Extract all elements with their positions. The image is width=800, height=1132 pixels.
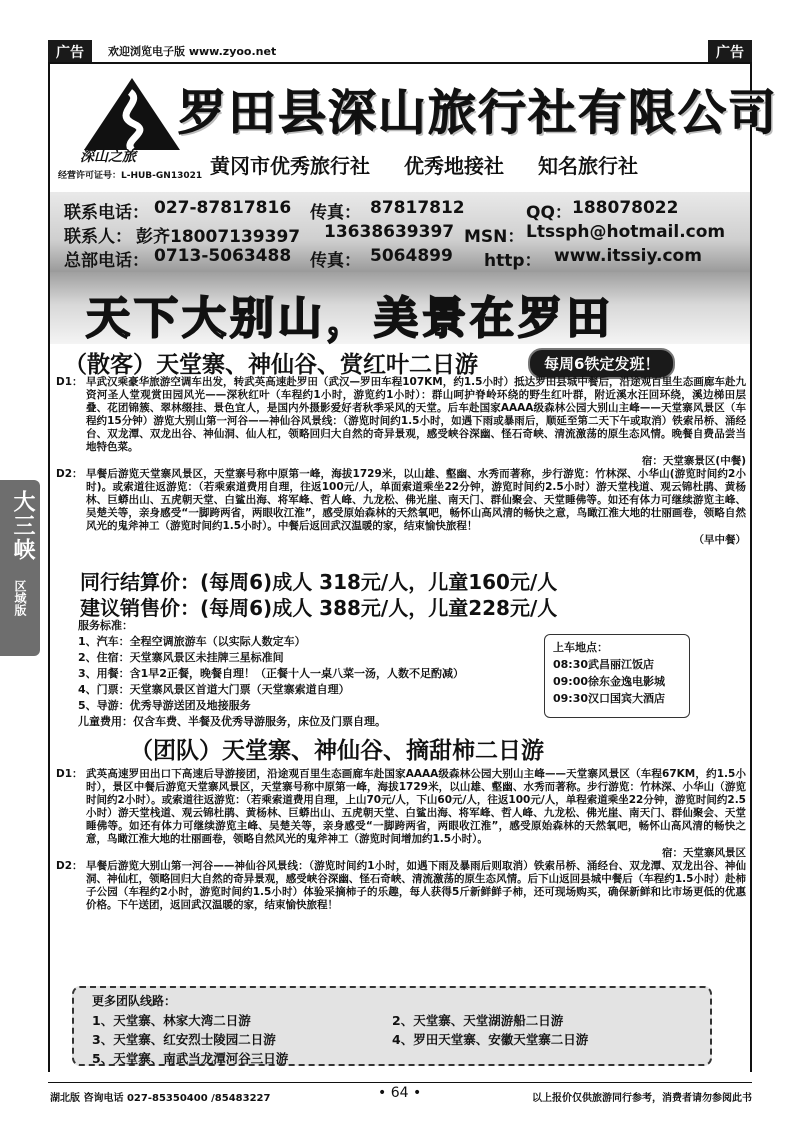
license-number: 经营许可证号：L-HUB-GN13021 [58,171,203,181]
retail-price [80,592,557,621]
boarding-point: 09:00徐东金逸电影城 [553,675,666,688]
day-label: D1： [56,376,83,388]
service-item: 2、住宿：天堂寨风景区未挂牌三星标准间 [78,651,284,664]
service-item: 3、用餐：含1早2正餐，晚餐自理！（正餐十人一桌八菜一汤，人数不足酌减） [78,667,464,680]
person: 彭齐18007139397 [136,227,301,247]
hq-fax-label: 传真： [310,251,361,271]
trade-price-label: 同行结算价： [80,570,200,594]
boarding-point: 09:30汉口国宾大酒店 [553,692,666,705]
boarding-point: 08:30武昌丽江饭店 [553,658,655,671]
service-standards [78,618,464,730]
service-item: 4、门票：天堂寨风景区首道大门票（天堂寨索道自理） [78,683,350,696]
fax: 87817812 [370,198,465,218]
hq-label: 总部电话： [64,251,149,271]
child-fee: 儿童费用：仅含车费、半餐及优秀导游服务，床位及门票自理。 [78,715,386,728]
slogan-1: 黄冈市优秀旅行社 [210,154,370,178]
contact-block [48,192,752,272]
retail-price-value: (每周6)成人 388元/人，儿童228元/人 [200,596,558,620]
region-side-tab [0,480,40,656]
boarding-title: 上车地点： [553,641,608,654]
services-title: 服务标准： [78,619,133,632]
website: www.itssiy.com [554,246,702,266]
logo-text: 深山之旅 [80,149,136,165]
qq-label: QQ： [526,203,572,223]
tour2-day1-note: 宿：天堂寨风景区 [662,847,746,859]
route-item: 5、天堂寨、南武当龙潭河谷三日游 [92,1051,289,1066]
side-tab-subtitle: 区域版 [13,580,27,616]
route-item: 2、天堂寨、天堂湖游船二日游 [392,1013,564,1028]
http-label: http： [484,251,542,271]
day-text: 早武汉乘豪华旅游空调车出发，转武英高速赴罗田（武汉—罗田车程107KM，约1.5小时）抵达罗田县城中餐后，沿途观百里生态画廊车赴九资河圣人堂观赏田园风光——深秋红叶（车程约1小时，游览约1小时）：群山呵护脊岭环绕的野生红叶群，附近溪水汪回环绕，溪边梯田层叠、花团锦簇、翠林缀挂、景色宜人，是国内外摄影爱好者秋季采风的天堂。后车赴国家AAAA级森林公园大别山主峰——天堂寨风景区（车程约15分钟）游览大别山第一河谷——神仙谷风景线：（游览时间约1.5小时，如遇下雨或暴雨后，顺延至第二天下午或取消）铁索吊桥、涌经台、双龙潭、双龙出谷、神仙洞、仙人杠，领略回归大自然的奇异景观，感受峡谷深幽、怪石奇峡、清流激荡的原生态风情。晚餐自费品尝当地特色菜。 [86,376,746,453]
mobile: 13638639397 [324,222,455,242]
day-text: 武英高速罗田出口下高速后导游接团，沿途观百里生态画廊车赴国家AAAA级森林公园大别山主峰——天堂寨风景区（车程67KM，约1.5小时），景区中餐后游览天堂寨风景区，天堂寨号称中原第一峰，海拔1729米，以山雄、壑幽、水秀而著称。步行游览：竹林深、小华山（游览时间约2小时）。或索道往返游览：（若乘索道费用自理，上山70元/人，下山60元/人，往返100元/人，单程索道乘坐22分钟，游览时间约2.5小时）游天堂栈道、观云锦杜鹃、黄杨林、巨蟒出山、五虎朝天堂、白鲨出海、将军峰、哲人峰、九龙松、佛光崖、南天门、群仙聚会、天堂睡佛等。如还有体力可继续游览主峰、吴楚关等，亲身感受“一脚跨两省，两眼收江淮”，感受原始森林的天然氧吧，畅怀山高风清的畅快之意，鸟瞰江淮大地的壮丽画卷，领略自然风光的鬼斧神工（游览时间增加约1.5小时）。 [86,768,746,845]
hq-fax: 5064899 [370,246,453,266]
slogans [210,150,638,179]
slogan-2: 优秀地接社 [404,154,504,178]
tour2-day2 [56,860,746,912]
tour1-day1-note: 宿：天堂寨景区(中餐) [641,455,746,467]
qq: 188078022 [572,198,679,218]
tour1-day2-note: （早中餐） [693,534,746,546]
weekly-badge: 每周6铁定发班！ [528,348,675,379]
mountain-logo-icon [82,74,182,154]
day-label: D2： [56,468,83,480]
service-item: 5、导游：优秀导游送团及地接服务 [78,699,251,712]
routes-list [92,1011,692,1067]
page-number: • 64 • [378,1085,422,1101]
tour2-title: （团队）天堂寨、神仙谷、摘甜柿二日游 [130,738,544,764]
hq-phone: 0713-5063488 [154,246,292,266]
side-tab-title: 大三峡 [10,490,36,562]
route-item: 4、罗田天堂寨、安徽天堂寨二日游 [392,1032,589,1047]
banner [48,272,752,344]
ad-tag-right: 广告 [708,40,752,64]
fax-label: 传真： [310,203,361,223]
msn-label: MSN： [464,227,525,247]
footer [48,1082,752,1106]
header [48,62,779,192]
tour2-day1 [56,768,746,846]
day-text: 早餐后游览天堂寨风景区，天堂寨号称中原第一峰，海拔1729米，以山雄、壑幽、水秀而著称，步行游览：竹林深、小华山(游览时间约2小时)。或索道往返游览：（若乘索道费用自理，往返100元/人，单面索道乘坐22分钟，游览时间约2.5小时）游天堂栈道、观云锦杜鹃、黄杨林、巨蟒出山、五虎朝天堂、白鲨出海、将军峰、哲人峰、九龙松、佛光崖、南天门、群仙聚会、天堂睡佛等。如还有体力可继续游览主峰、吴楚关等，亲身感受“一脚跨两省，两眼收江淮”，感受原始森林的天然氧吧，畅怀山高风清的畅快之意，鸟瞰江淮大地的壮丽画卷，领略自然风光的鬼斧神工（游览时间约1.5小时）。中餐后返回武汉温暖的家，结束愉快旅程！ [86,468,746,532]
trade-price-value: (每周6)成人 318元/人，儿童160元/人 [200,570,558,594]
site-line: 欢迎浏览电子版 www.zyoo.net [108,45,277,58]
msn: Ltssph@hotmail.com [526,222,726,242]
tour1-day2 [56,468,746,533]
footer-contact: 湖北版 咨询电话 027-85350400 /85483227 [50,1093,271,1104]
route-item: 3、天堂寨、红安烈士陵园二日游 [92,1032,276,1047]
day-label: D1： [56,768,83,780]
phone-label: 联系电话： [64,203,149,223]
tour2-itinerary [56,768,746,913]
tour1-day1 [56,376,746,454]
footer-disclaimer: 以上报价仅供旅游同行参考，消费者请勿参阅此书 [532,1093,752,1104]
slogan-3: 知名旅行社 [538,154,638,178]
retail-price-label: 建议销售价： [80,596,200,620]
day-label: D2： [56,860,83,872]
more-routes-title: 更多团队线路： [92,994,177,1008]
tour1-title: （散客）天堂寨、神仙谷、赏红叶二日游 [64,352,478,378]
boarding-box [544,634,690,718]
company-name: 罗田县深山旅行社有限公司 [178,85,779,141]
person-label: 联系人： [64,227,132,247]
trade-price [80,566,557,595]
ad-tag-left: 广告 [48,40,92,64]
main-content [48,344,752,1072]
route-item: 1、天堂寨、林家大湾二日游 [92,1013,251,1028]
more-routes-box [72,986,712,1066]
phone: 027-87817816 [154,198,292,218]
banner-title: 天下大别山，美景在罗田 [86,293,614,344]
day-text: 早餐后游览大别山第一河谷——神仙谷风景线：（游览时间约1小时，如遇下雨及暴雨后则取消）铁索吊桥、涌经台、双龙潭、双龙出谷、神仙洞、神仙杠，领略回归大自然的奇异景观，感受峡谷深幽、怪石奇峡、清流激荡的原生态风情。后下山返回县城中餐后（车程约1.5小时）赴柿子公园（车程约2小时，游览时间约1.5小时）体验采摘柿子的乐趣，每人获得5斤新鲜鲜子柿，还可现场购买，确保新鲜和比市场更低的优惠价格。下午送团，返回武汉温暖的家，结束愉快旅程！ [86,860,746,911]
tour1-itinerary [56,376,746,547]
service-item: 1、汽车：全程空调旅游车（以实际人数定车） [78,635,306,648]
